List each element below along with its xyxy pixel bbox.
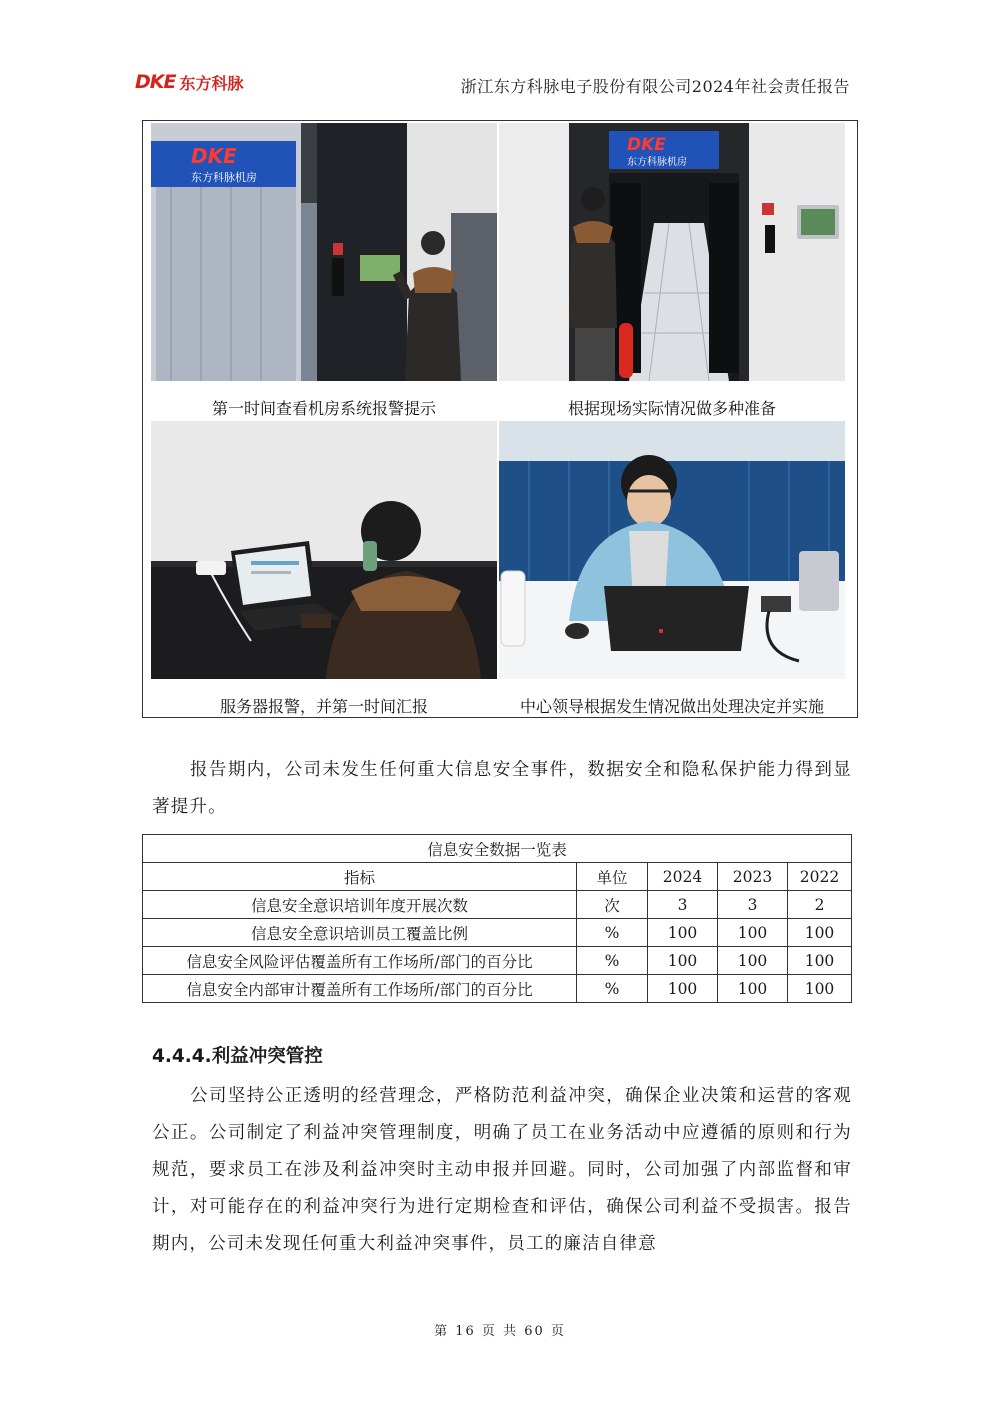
table-row [143,919,852,947]
logo-mark: DKE [135,71,176,93]
unit-cell: % [577,947,648,975]
value-2024-cell: 3 [648,891,718,919]
column-header-2022: 2022 [788,863,852,891]
photo-caption-3: 服务器报警，并第一时间汇报 [219,697,428,716]
svg-text:DKE: DKE [191,144,237,168]
logo-chinese-name: 东方科脉 [179,73,244,93]
value-2024-cell: 100 [648,947,718,975]
value-2023-cell: 100 [718,919,788,947]
table-row [143,975,852,1003]
table-header-row [143,863,852,891]
photo-server-room-alarm-check [151,123,497,381]
svg-text:东方科脉机房: 东方科脉机房 [191,171,257,184]
value-2022-cell: 100 [788,919,852,947]
value-2022-cell: 2 [788,891,852,919]
photo-grid [142,120,858,718]
table-title-row [143,835,852,863]
column-header-2024: 2024 [648,863,718,891]
photo-caption-4: 中心领导根据发生情况做出处理决定并实施 [519,697,824,716]
unit-cell: % [577,975,648,1003]
photo-leader-decision [499,421,845,679]
photo-caption-2: 根据现场实际情况做多种准备 [567,399,776,418]
indicator-cell: 信息安全意识培训员工覆盖比例 [143,919,577,947]
indicator-cell: 信息安全内部审计覆盖所有工作场所/部门的百分比 [143,975,577,1003]
value-2023-cell: 3 [718,891,788,919]
value-2022-cell: 100 [788,947,852,975]
section-body-paragraph: 公司坚持公正透明的经营理念，严格防范利益冲突，确保企业决策和运营的客观公正。公司制定了利益冲突管理制度，明确了员工在业务活动中应遵循的原则和行为规范，要求员工在涉及利益冲突时主动申报并回避。同时，公司加强了内部监督和审计，对可能存在的利益冲突行为进行定期检查和评估，确保公司利益不受损害。报告期内，公司未发现任何重大利益冲突事件，员工的廉洁自律意 [152,1086,852,1254]
table-row [143,891,852,919]
indicator-cell: 信息安全意识培训年度开展次数 [143,891,577,919]
page-number: 16 [455,1324,476,1339]
svg-text:DKE: DKE [627,135,666,155]
column-header-unit: 单位 [577,863,648,891]
total-pages: 60 [524,1324,545,1339]
info-security-summary-paragraph: 报告期内，公司未发生任何重大信息安全事件，数据安全和隐私保护能力得到显著提升。 [152,760,852,817]
column-header-2023: 2023 [718,863,788,891]
footer-suffix: 页 [550,1324,566,1339]
photo-server-alarm-report [151,421,497,679]
value-2024-cell: 100 [648,975,718,1003]
value-2023-cell: 100 [718,947,788,975]
photo-caption-1: 第一时间查看机房系统报警提示 [211,399,436,418]
unit-cell: % [577,919,648,947]
table-title: 信息安全数据一览表 [143,835,852,863]
column-header-indicator: 指标 [143,863,577,891]
footer-prefix: 第 [434,1324,450,1339]
page-footer [0,1320,1000,1339]
indicator-cell: 信息安全风险评估覆盖所有工作场所/部门的百分比 [143,947,577,975]
photo-server-room-preparation [499,123,845,381]
value-2024-cell: 100 [648,919,718,947]
info-security-data-table [142,834,852,1003]
unit-cell: 次 [577,891,648,919]
value-2023-cell: 100 [718,975,788,1003]
section-heading: 4.4.4.利益冲突管控 [152,1046,323,1067]
svg-text:东方科脉机房: 东方科脉机房 [627,157,687,168]
footer-mid: 页 共 [481,1324,519,1339]
value-2022-cell: 100 [788,975,852,1003]
company-logo [135,70,244,94]
report-header-title: 浙江东方科脉电子股份有限公司2024年社会责任报告 [460,77,850,96]
table-row [143,947,852,975]
